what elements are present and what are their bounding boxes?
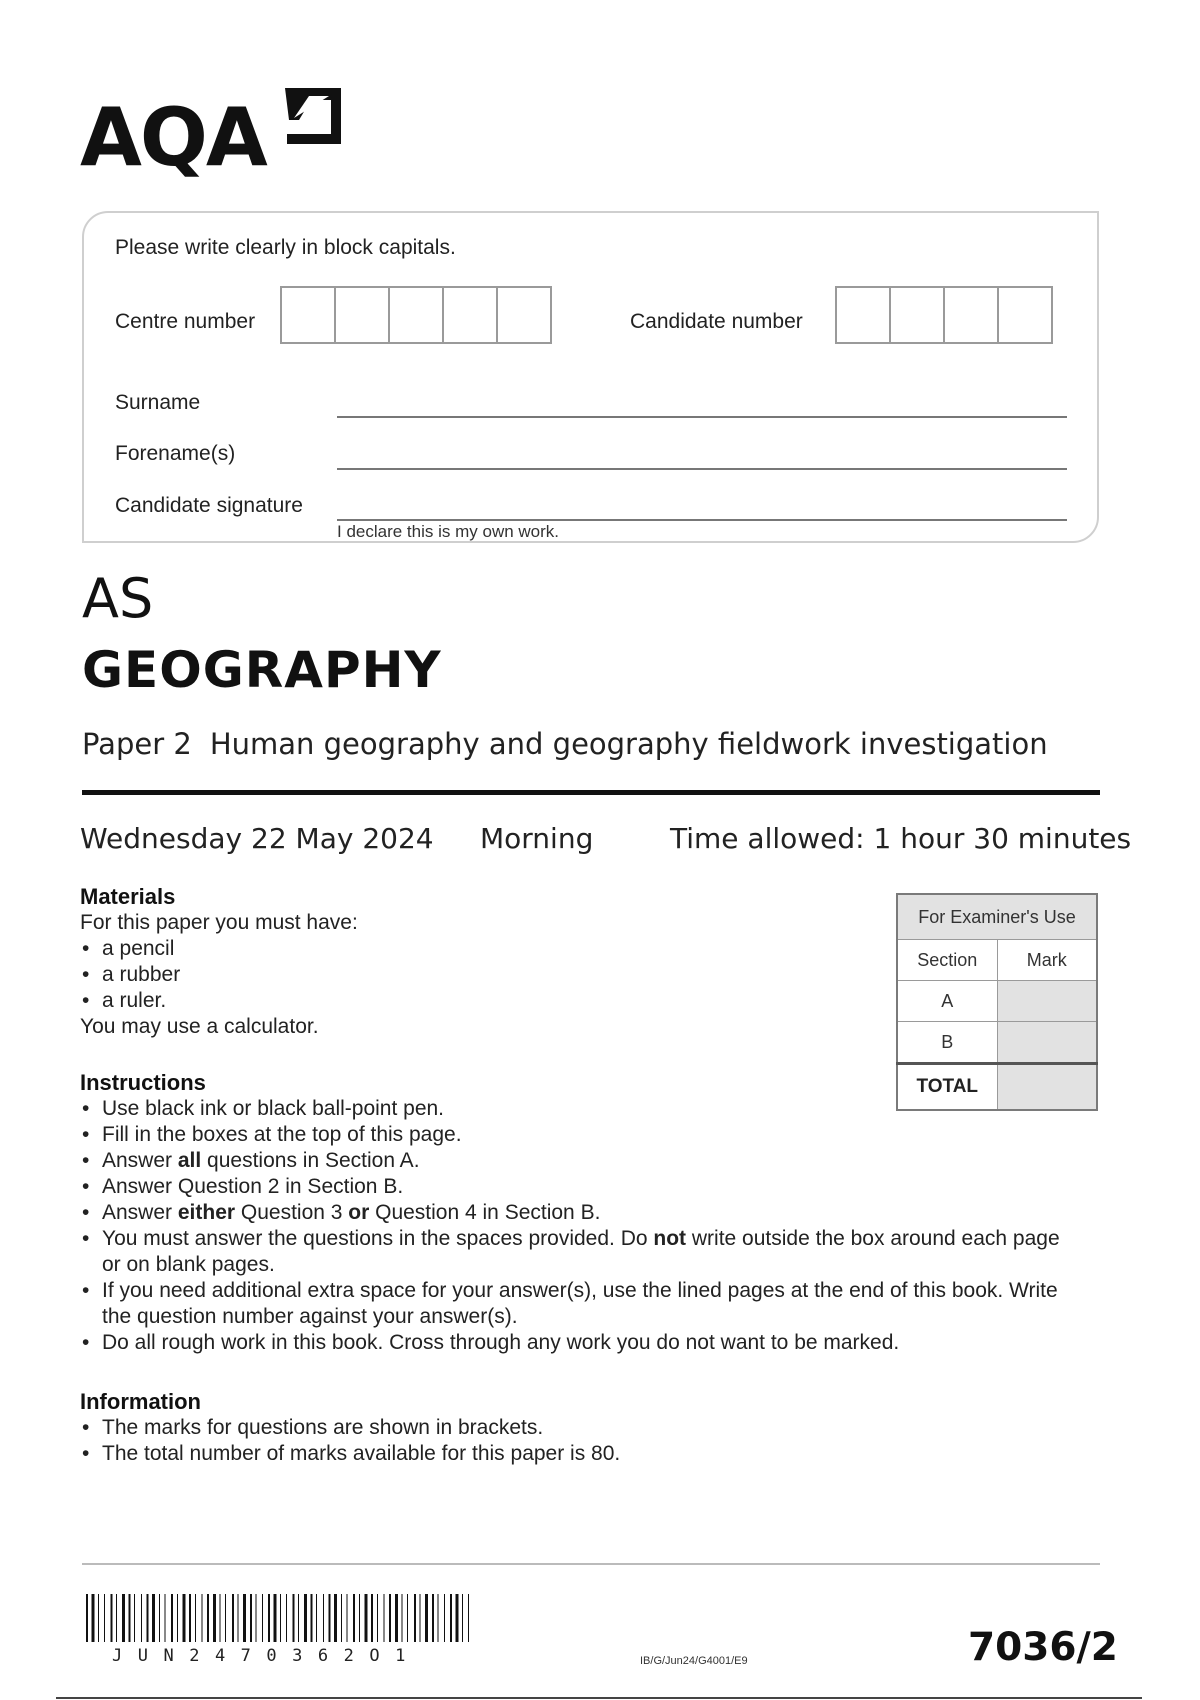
exam-date: Wednesday 22 May 2024: [80, 822, 434, 855]
mark-column-header: Mark: [997, 940, 1097, 981]
paper-code: 7036/2: [968, 1625, 1118, 1670]
information-list: [80, 1415, 980, 1467]
qualification-level: AS: [82, 567, 154, 630]
list-item: • If you need additional extra space for your answer(s), use the lined pages at the end of this book. Write the question number against your answer(s).: [80, 1278, 1062, 1330]
centre-number-label: Centre number: [115, 310, 256, 333]
list-item: • The total number of marks available for this paper is 80.: [80, 1441, 980, 1467]
centre-number-box[interactable]: [280, 286, 336, 344]
list-item: • a rubber: [80, 962, 680, 988]
signature-label: Candidate signature: [115, 494, 303, 517]
centre-number-boxes[interactable]: [280, 286, 550, 344]
candidate-number-box[interactable]: [835, 286, 891, 344]
block-capitals-instruction: Please write clearly in block capitals.: [115, 236, 456, 259]
centre-number-box[interactable]: [388, 286, 444, 344]
materials-section: [80, 884, 680, 1040]
list-item: • Answer either Question 3 or Question 4 in Section B.: [80, 1200, 1100, 1226]
list-item: • Answer all questions in Section A.: [80, 1148, 1100, 1174]
list-item: • Use black ink or black ball-point pen.: [80, 1096, 1100, 1122]
list-item: • a pencil: [80, 936, 680, 962]
centre-number-box[interactable]: [496, 286, 552, 344]
instructions-heading: Instructions: [80, 1070, 206, 1095]
list-item: • Answer Question 2 in Section B.: [80, 1174, 1100, 1200]
aqa-logo: [80, 84, 350, 184]
list-item: • Do all rough work in this book. Cross through any work you do not want to be marked.: [80, 1330, 1100, 1356]
examiner-use-table: [896, 893, 1098, 1111]
page-bottom-rule: [56, 1697, 1142, 1699]
forenames-field[interactable]: [337, 468, 1067, 470]
materials-intro: For this paper you must have:: [80, 911, 358, 934]
section-label: A: [897, 981, 997, 1022]
footer-divider: [82, 1563, 1100, 1565]
instructions-section: [80, 1070, 1100, 1356]
candidate-number-boxes[interactable]: [835, 286, 1051, 344]
paper-title-line: [82, 727, 1048, 761]
surname-label: Surname: [115, 391, 201, 414]
list-item: • The marks for questions are shown in brackets.: [80, 1415, 980, 1441]
forenames-label: Forename(s): [115, 442, 236, 465]
centre-number-box[interactable]: [442, 286, 498, 344]
instructions-list: [80, 1096, 1100, 1356]
mark-cell: [997, 1022, 1097, 1064]
centre-number-box[interactable]: [334, 286, 390, 344]
paper-reference: IB/G/Jun24/G4001/E9: [640, 1655, 748, 1667]
time-allowed: Time allowed: 1 hour 30 minutes: [670, 822, 1132, 855]
list-item: • Fill in the boxes at the top of this page.: [80, 1122, 1100, 1148]
exam-session: Morning: [480, 822, 594, 855]
candidate-number-label: Candidate number: [630, 310, 803, 333]
list-item: • a ruler.: [80, 988, 680, 1014]
subject-title: GEOGRAPHY: [82, 641, 442, 699]
declaration-text: I declare this is my own work.: [337, 522, 560, 541]
surname-field[interactable]: [337, 416, 1067, 418]
calculator-note: You may use a calculator.: [80, 1015, 319, 1038]
title-divider: [82, 790, 1100, 795]
section-label: B: [897, 1022, 997, 1064]
paper-title: Human geography and geography fieldwork investigation: [209, 727, 1048, 761]
information-heading: Information: [80, 1389, 201, 1414]
mark-cell: [997, 981, 1097, 1022]
information-section: [80, 1389, 980, 1467]
candidate-number-box[interactable]: [997, 286, 1053, 344]
logo-text: AQA: [80, 91, 266, 184]
candidate-number-box[interactable]: [889, 286, 945, 344]
barcode-digits: JUN2470362O1: [112, 1646, 421, 1666]
signature-field[interactable]: [337, 519, 1067, 521]
paper-number: Paper 2: [82, 727, 192, 761]
section-column-header: Section: [897, 940, 997, 981]
materials-heading: Materials: [80, 884, 176, 909]
aqa-logo-mark-icon: [285, 88, 341, 144]
total-label: TOTAL: [897, 1064, 997, 1111]
candidate-number-box[interactable]: [943, 286, 999, 344]
list-item: • You must answer the questions in the spaces provided. Do not write outside the box around each page or on blank pages.: [80, 1226, 1062, 1278]
examiner-table-title: For Examiner's Use: [897, 894, 1097, 940]
total-mark-cell: [997, 1064, 1097, 1111]
materials-list: [80, 936, 680, 1014]
barcode-icon: [86, 1594, 471, 1652]
